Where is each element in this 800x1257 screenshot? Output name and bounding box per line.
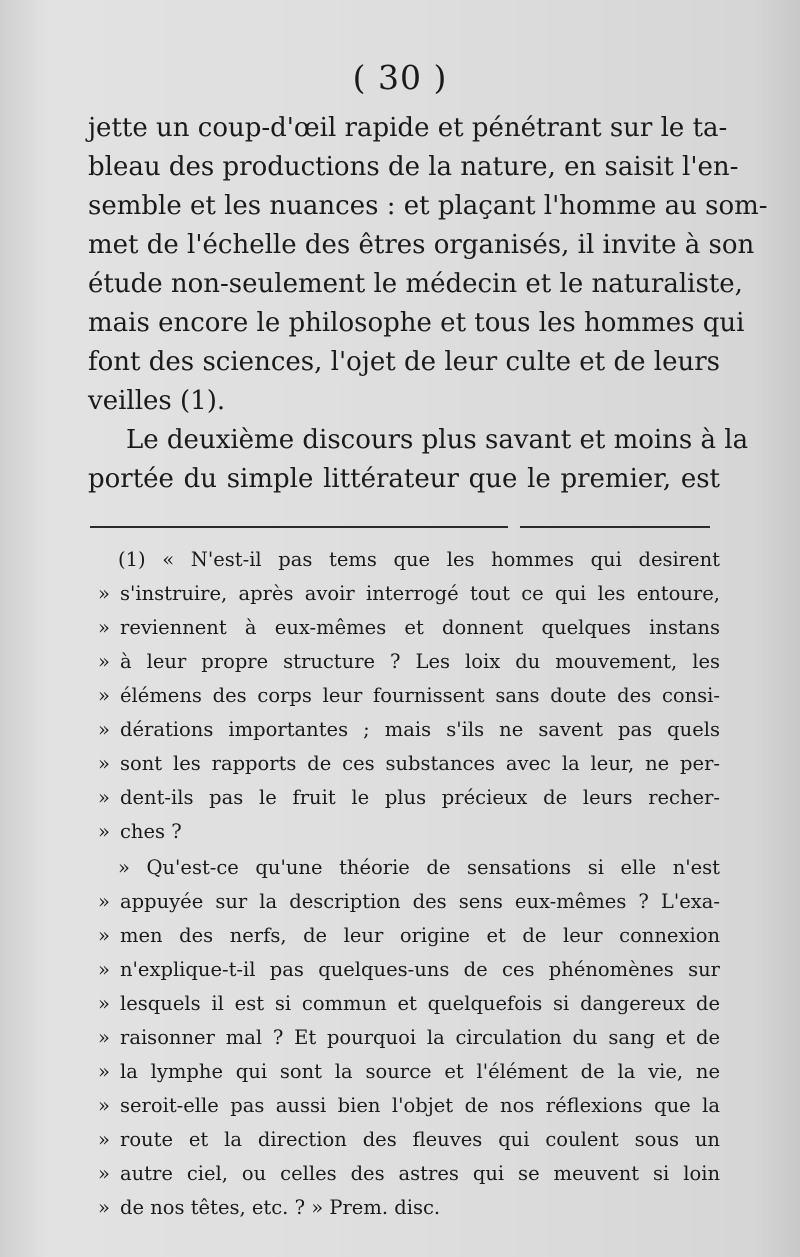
footnote-text: (1) « N'est-il pas tems que les hommes qui desirent	[118, 548, 720, 571]
quote-mark: »	[98, 786, 110, 809]
footnote-line	[98, 1160, 720, 1188]
footnote-text: lesquels il est si commun et quelquefois si dangereux de	[120, 992, 720, 1015]
footnote-line	[98, 682, 720, 710]
footnote-rule	[520, 526, 710, 528]
text-line: Le deuxième discours plus savant et moins à la	[126, 425, 749, 455]
footnote-line	[98, 956, 720, 984]
quote-mark: »	[98, 924, 110, 947]
footnote-line	[98, 750, 720, 778]
text-line: portée du simple littérateur que le premier, est	[88, 464, 720, 494]
quote-mark: »	[98, 1128, 110, 1151]
quote-mark: »	[98, 958, 110, 981]
quote-mark: »	[98, 650, 110, 673]
footnote-line	[118, 854, 720, 882]
quote-mark: »	[98, 890, 110, 913]
quote-mark: »	[98, 820, 110, 843]
footnote-line	[98, 888, 720, 916]
footnote-line	[98, 1194, 720, 1222]
footnote-line	[98, 784, 720, 812]
quote-mark: »	[98, 1094, 110, 1117]
quote-mark: »	[98, 582, 110, 605]
quote-mark: »	[98, 1196, 110, 1219]
footnote-text: raisonner mal ? Et pourquoi la circulation du sang et de	[120, 1026, 720, 1049]
quote-mark: »	[98, 718, 110, 741]
footnote-line	[118, 546, 720, 574]
footnote-line	[98, 1024, 720, 1052]
footnote-line	[98, 922, 720, 950]
footnote-line	[98, 648, 720, 676]
text-line: mais encore le philosophe et tous les hommes qui	[88, 308, 745, 338]
text-line: veilles (1).	[88, 386, 226, 416]
footnote-text: ches ?	[120, 820, 182, 843]
footnote-line	[98, 580, 720, 608]
footnote-text: autre ciel, ou celles des astres qui se meuvent si loin	[120, 1162, 720, 1185]
footnote-line	[98, 990, 720, 1018]
text-line: jette un coup-d'œil rapide et pénétrant sur le ta-	[88, 113, 728, 143]
page-number: ( 30 )	[352, 58, 448, 97]
quote-mark: »	[98, 1162, 110, 1185]
footnote-line	[98, 818, 720, 846]
footnote-text: men des nerfs, de leur origine et de leur connexion	[120, 924, 720, 947]
footnote-line	[98, 1058, 720, 1086]
footnote-text: la lymphe qui sont la source et l'élément de la vie, ne	[120, 1060, 720, 1083]
footnote-text: reviennent à eux-mêmes et donnent quelques instans	[120, 616, 720, 639]
quote-mark: »	[98, 616, 110, 639]
quote-mark: »	[98, 1026, 110, 1049]
footnote-line	[98, 1126, 720, 1154]
footnote-line	[98, 1092, 720, 1120]
quote-mark: »	[98, 684, 110, 707]
footnote-text: appuyée sur la description des sens eux-mêmes ? L'exa-	[120, 890, 720, 913]
footnote-text: s'instruire, après avoir interrogé tout ce qui les entoure,	[120, 582, 720, 605]
footnote-text: de nos têtes, etc. ? » Prem. disc.	[120, 1196, 441, 1219]
footnote-text: à leur propre structure ? Les loix du mouvement, les	[120, 650, 720, 673]
footnote-text: seroit-elle pas aussi bien l'objet de nos réflexions que la	[120, 1094, 720, 1117]
footnote-text: dérations importantes ; mais s'ils ne savent pas quels	[120, 718, 720, 741]
footnote-line	[98, 716, 720, 744]
text-line: met de l'échelle des êtres organisés, il invite à son	[88, 230, 755, 260]
footnote-text: » Qu'est-ce qu'une théorie de sensations si elle n'est	[118, 856, 720, 879]
footnote-rule	[90, 526, 508, 528]
quote-mark: »	[98, 752, 110, 775]
text-line: étude non-seulement le médecin et le naturaliste,	[88, 269, 743, 299]
text-line: font des sciences, l'ojet de leur culte et de leurs	[88, 347, 720, 377]
footnote-text: sont les rapports de ces substances avec la leur, ne per-	[120, 752, 720, 775]
footnote-text: élémens des corps leur fournissent sans doute des consi-	[120, 684, 720, 707]
quote-mark: »	[98, 992, 110, 1015]
text-line: bleau des productions de la nature, en saisit l'en-	[88, 152, 739, 182]
text-line: semble et les nuances : et plaçant l'homme au som-	[88, 191, 768, 221]
quote-mark: »	[98, 1060, 110, 1083]
footnote-text: dent-ils pas le fruit le plus précieux de leurs recher-	[120, 786, 720, 809]
footnote-text: n'explique-t-il pas quelques-uns de ces phénomènes sur	[120, 958, 720, 981]
footnote-text: route et la direction des fleuves qui coulent sous un	[120, 1128, 720, 1151]
footnote-line	[98, 614, 720, 642]
